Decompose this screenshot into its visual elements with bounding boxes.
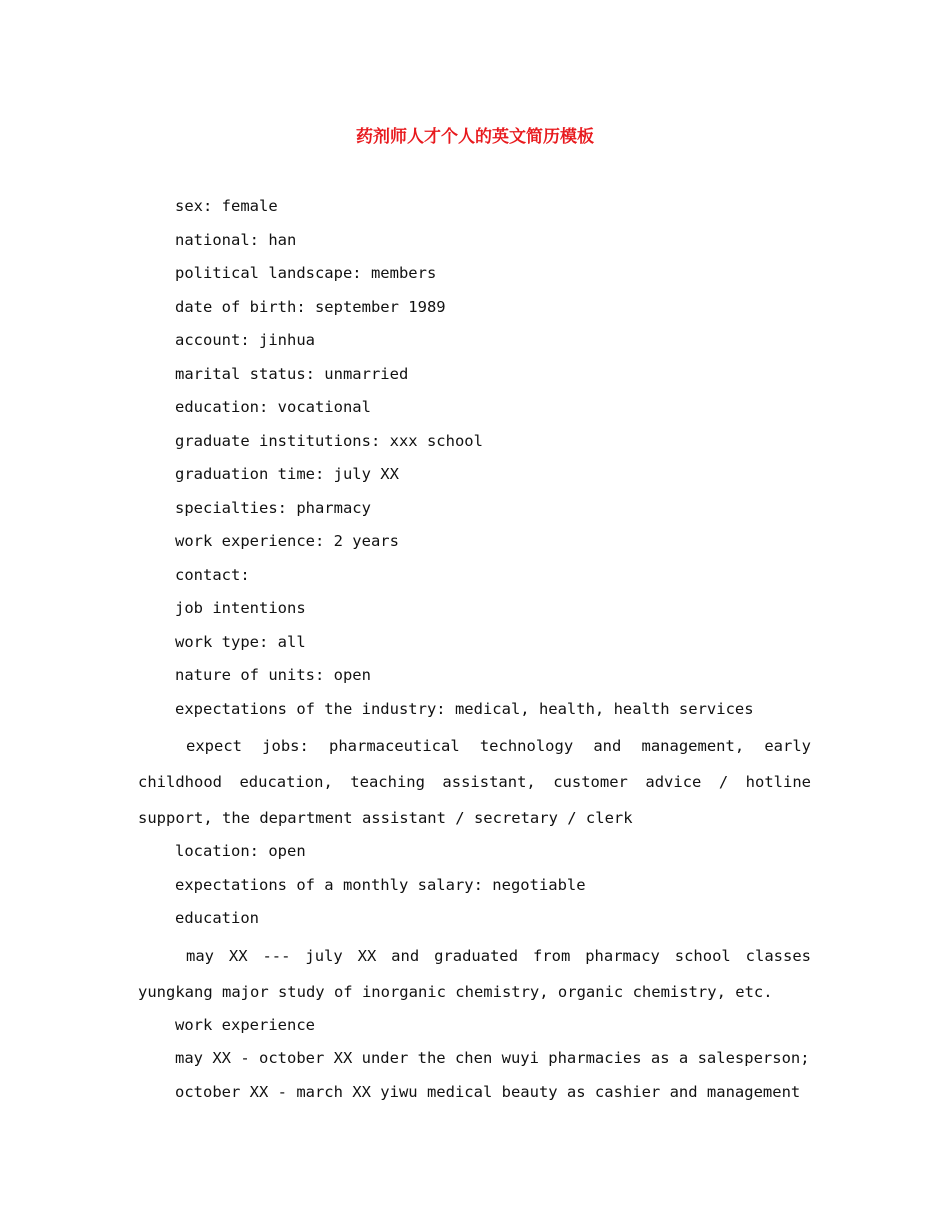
text-line: graduation time: july XX [175, 465, 399, 483]
document-body [138, 192, 811, 1111]
text-line: specialties: pharmacy [175, 498, 371, 517]
text-line: account: jinhua [175, 331, 315, 349]
expected-jobs-paragraph: expect jobs: pharmaceutical technology and management, early childhood education, teaching assistant, customer advice / hotline support, the department assistant / secretary / clerk [138, 737, 811, 827]
document-title: 药剂师人才个人的英文简历模板 [356, 127, 594, 147]
text-line: political landscape: members [175, 264, 437, 282]
text-line: october XX - march XX yiwu medical beauty as cashier and management [175, 1082, 801, 1101]
text-line: work experience: 2 years [175, 532, 399, 550]
text-line: work type: all [175, 632, 306, 651]
text-line: marital status: unmarried [175, 364, 409, 383]
text-line: national: han [175, 230, 297, 249]
text-line: expectations of a monthly salary: negotiable [175, 875, 586, 894]
text-line: job intentions [175, 599, 306, 617]
education-paragraph: may XX --- july XX and graduated from pharmacy school classes yungkang major study of inorganic chemistry, organic chemistry, etc. [138, 946, 811, 1001]
text-line: may XX - october XX under the chen wuyi pharmacies as a salesperson; [175, 1049, 810, 1067]
text-line: location: open [175, 842, 306, 860]
text-line: contact: [175, 565, 250, 584]
text-line: education: vocational [175, 398, 371, 416]
text-line: date of birth: september 1989 [175, 297, 446, 316]
text-line: graduate institutions: xxx school [175, 431, 483, 450]
text-line: education [175, 909, 259, 927]
text-line: sex: female [175, 197, 278, 215]
text-line: nature of units: open [175, 666, 371, 684]
text-line: expectations of the industry: medical, health, health services [175, 699, 754, 718]
text-line: work experience [175, 1015, 315, 1034]
